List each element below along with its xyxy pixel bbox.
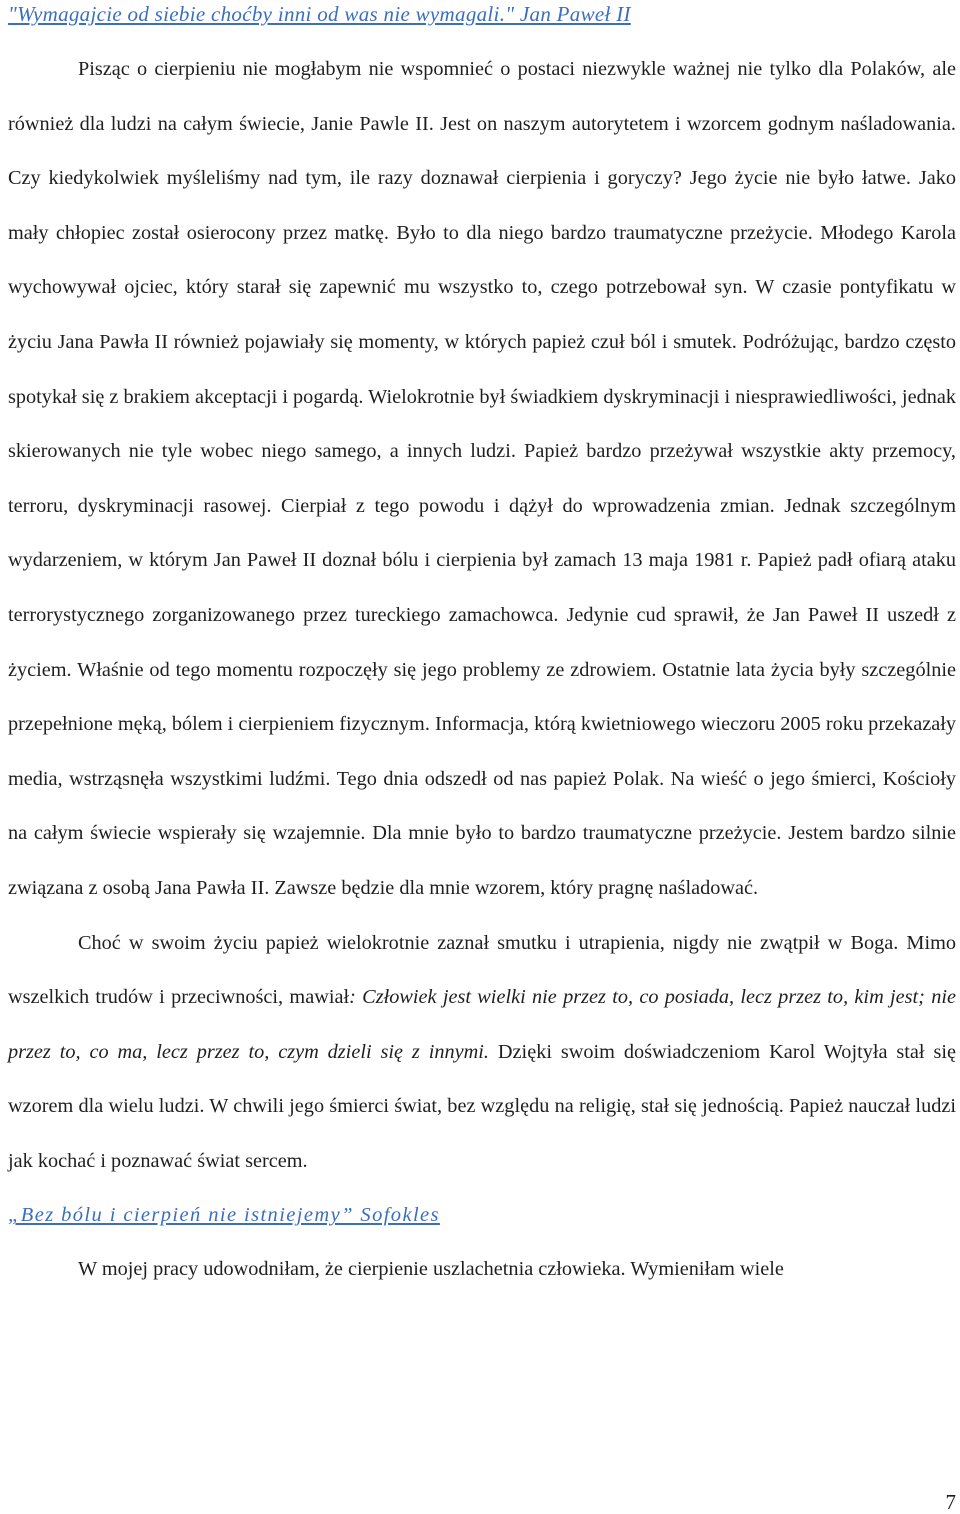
sophocles-quote-link[interactable]: „Bez bólu i cierpień nie istniejemy” Sofokles xyxy=(8,1204,440,1227)
page-number: 7 xyxy=(945,1490,956,1514)
header-quote-link[interactable]: "Wymagajcie od siebie choćby inni od was nie wymagali." Jan Paweł II xyxy=(8,2,631,26)
paragraph-john-paul-ii: Pisząc o cierpieniu nie mogłabym nie wspomnieć o postaci niezwykle ważnej nie tylko dla Polaków, ale również dla ludzi na całym świecie, Janie Pawle II. Jest on naszym autorytetem i wzorcem godnym naśladowania. Czy kiedykolwiek myśleliśmy nad tym, ile razy doznawał cierpienia i goryczy? Jego życie nie było łatwe. Jako mały chłopiec został osierocony przez matkę. Było to dla niego bardzo traumatyczne przeżycie. Młodego Karola wychowywał ojciec, który starał się zapewnić mu wszystko to, czego potrzebował syn. W czasie pontyfikatu w życiu Jana Pawła II również pojawiały się momenty, w których papież czuł ból i smutek. Podróżując, bardzo często spotykał się z brakiem akceptacji i pogardą. Wielokrotnie był świadkiem dyskryminacji i niesprawiedliwości, jednak skierowanych nie tyle wobec niego samego, a innych ludzi. Papież bardzo przeżywał wszystkie akty przemocy, terroru, dyskryminacji rasowej. Cierpiał z tego powodu i dążył do wprowadzenia zmian. Jednak szczególnym wydarzeniem, w którym Jan Paweł II doznał bólu i cierpienia był zamach 13 maja 1981 r. Papież padł ofiarą ataku terrorystycznego zorganizowanego przez tureckiego zamachowca. Jedynie cud sprawił, że Jan Paweł II uszedł z życiem. Właśnie od tego momentu rozpoczęły się jego problemy ze zdrowiem. Ostatnie lata życia były szczególnie przepełnione męką, bólem i cierpieniem fizycznym. Informacja, którą kwietniowego wieczoru 2005 roku przekazały media, wstrząsnęła wszystkimi ludźmi. Tego dnia odszedł od nas papież Polak. Na wieść o jego śmierci, Kościoły na całym świecie wspierały się wzajemnie. Dla mnie było to bardzo traumatyczne przeżycie. Jestem bardzo silnie związana z osobą Jana Pawła II. Zawsze będzie dla mnie wzorem, który pragnę naśladować. xyxy=(8,58,956,899)
paragraph-faith xyxy=(8,916,956,1189)
paragraph-faith-intro: Choć w swoim życiu papież wielokrotnie zaznał smutku i utrapienia, nigdy nie zwątpił w Boga. Mimo wszelkich trudów i przeciwności, mawiał xyxy=(8,931,956,1009)
pope-quote: : Człowiek jest wielki nie przez to, co posiada, lecz przez to, kim jest; nie przez to, co ma, lecz przez to, czym dzieli się z innymi. xyxy=(8,986,956,1063)
paragraph-summary: W mojej pracy udowodniłam, że cierpienie uszlachetnia człowieka. Wymieniłam wiele xyxy=(78,1258,784,1281)
paragraph-faith-conclusion: Dzięki swoim doświadczeniom Karol Wojtyła stał się wzorem dla wielu ludzi. W chwili jego śmierci świat, bez względu na religię, stał się jednością. Papież nauczał ludzi jak kochać i poznawać świat sercem. xyxy=(8,1040,956,1172)
document-page xyxy=(8,0,956,1297)
